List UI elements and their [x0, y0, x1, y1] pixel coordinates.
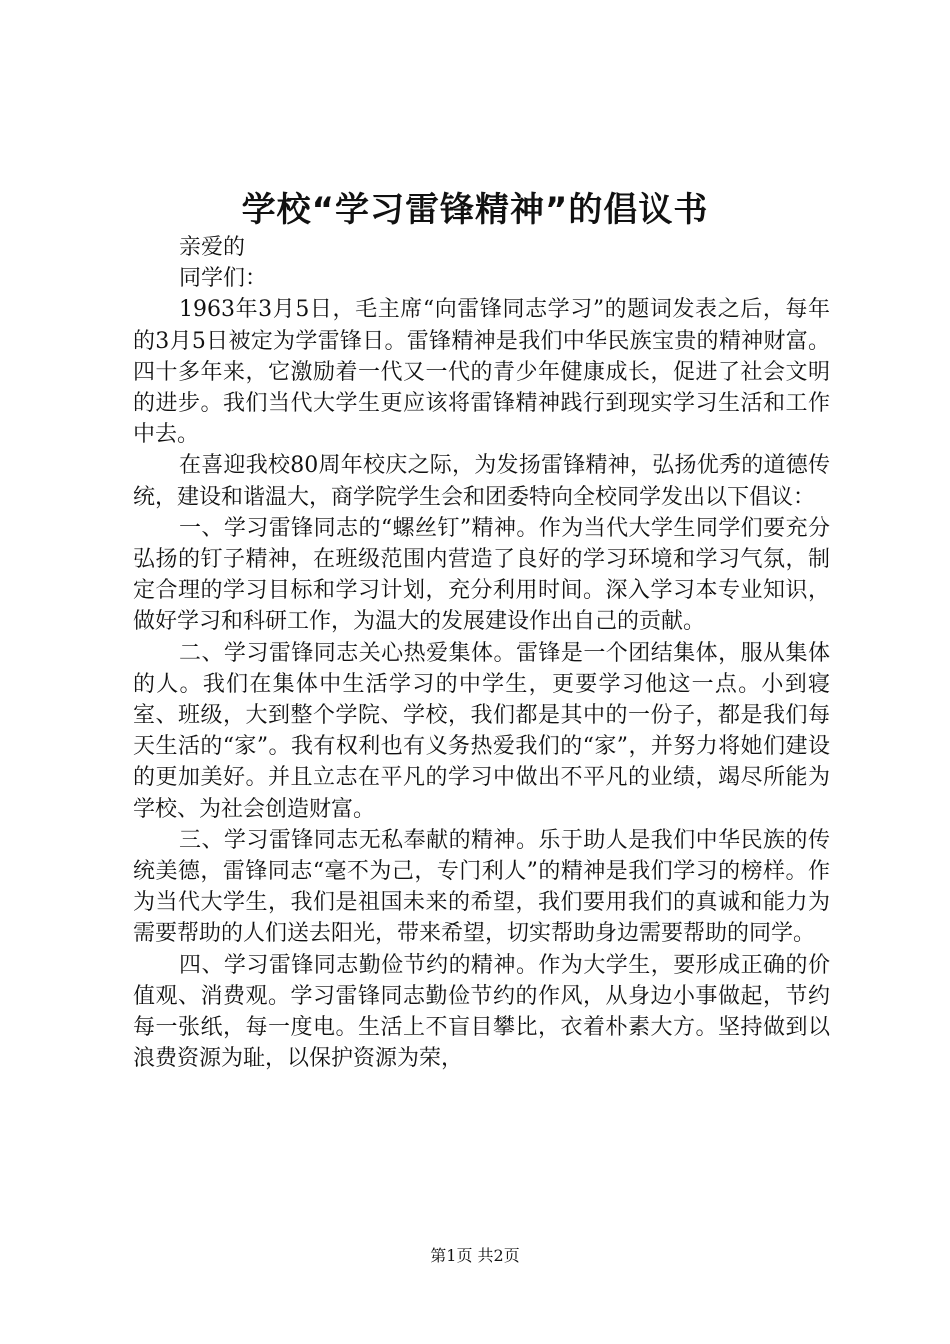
paragraph: 在喜迎我校80周年校庆之际，为发扬雷锋精神，弘扬优秀的道德传统，建设和谐温大，商学院学生会和团委特向全校同学发出以下倡议： — [133, 453, 830, 510]
document-body — [133, 232, 830, 1074]
salutation-line: 同学们： — [179, 266, 268, 292]
document-title: 学校“学习雷锋精神”的倡议书 — [241, 190, 709, 230]
paragraph: 四、学习雷锋同志勤俭节约的精神。作为大学生，要形成正确的价值观、消费观。学习雷锋同志勤俭节约的作风，从身边小事做起，节约每一张纸，每一度电。生活上不盲目攀比，衣着朴素大方。坚持做到以浪费资源为耻，以保护资源为荣， — [133, 952, 830, 1072]
salutation-line: 亲爱的 — [179, 235, 246, 260]
paragraph: 二、学习雷锋同志关心热爱集体。雷锋是一个团结集体，服从集体的人。我们在集体中生活学习的中学生，更要学习他这一点。小到寝室、班级，大到整个学院、学校，我们都是其中的一份子，都是我们每天生活的“家”。我有权利也有义务热爱我们的“家”，并努力将她们建设的更加美好。并且立志在平凡的学习中做出不平凡的业绩，竭尽所能为学校、为社会创造财富。 — [133, 640, 830, 822]
paragraph: 一、学习雷锋同志的“螺丝钉”精神。作为当代大学生同学们要充分弘扬的钉子精神，在班级范围内营造了良好的学习环境和学习气氛，制定合理的学习目标和学习计划，充分利用时间。深入学习本专业知识，做好学习和科研工作，为温大的发展建设作出自己的贡献。 — [133, 515, 830, 635]
paragraph: 三、学习雷锋同志无私奉献的精神。乐于助人是我们中华民族的传统美德，雷锋同志“毫不为己，专门利人”的精神是我们学习的榜样。作为当代大学生，我们是祖国未来的希望，我们要用我们的真诚和能力为需要帮助的人们送去阳光，带来希望，切实帮助身边需要帮助的同学。 — [133, 827, 830, 947]
paragraph: 1963年3月5日，毛主席“向雷锋同志学习”的题词发表之后，每年的3月5日被定为学雷锋日。雷锋精神是我们中华民族宝贵的精神财富。四十多年来，它激励着一代又一代的青少年健康成长，促进了社会文明的进步。我们当代大学生更应该将雷锋精神践行到现实学习生活和工作中去。 — [133, 297, 830, 448]
page-number-footer: 第1页 共2页 — [430, 1246, 520, 1265]
